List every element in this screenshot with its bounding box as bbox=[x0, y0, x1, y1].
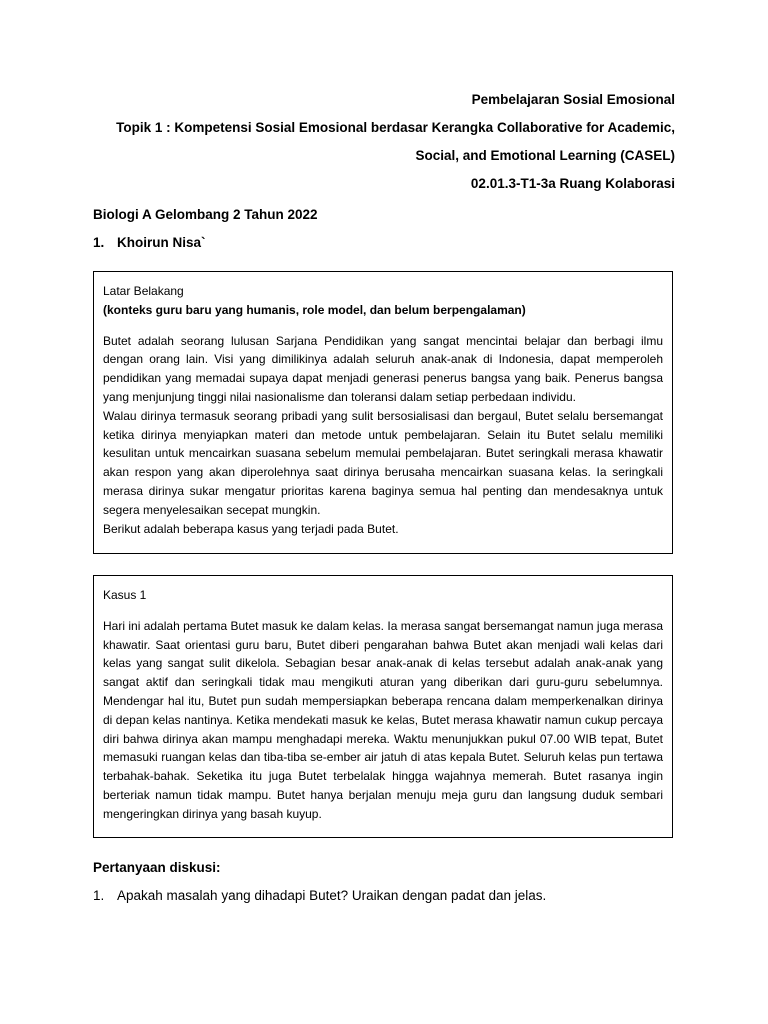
activity-code: 02.01.3-T1-3a Ruang Kolaborasi bbox=[470, 176, 675, 191]
discussion-question bbox=[93, 886, 546, 906]
document-header bbox=[75, 86, 675, 198]
background-paragraph-1: Butet adalah seorang lulusan Sarjana Pendidikan yang sangat mencintai belajar dan berbagi ilmu dengan orang lain. Visi yang dimilikinya adalah seluruh anak-anak di Indonesia, dapat memperoleh pendidikan yang memadai supaya dapat menjadi generasi penerus bangsa yang baik. Penerus bangsa yang menjunjung tinggi nilai nasionalisme dan toleransi dalam setiap perbedaan individu. bbox=[103, 333, 663, 404]
member-number: 1. bbox=[93, 235, 105, 250]
background-box bbox=[93, 271, 673, 554]
course-title: Pembelajaran Sosial Emosional bbox=[471, 92, 675, 107]
question-text: Apakah masalah yang dihadapi Butet? Uraikan dengan padat dan jelas. bbox=[117, 888, 547, 903]
discussion-title: Pertanyaan diskusi: bbox=[93, 860, 221, 875]
group-label: Biologi A Gelombang 2 Tahun 2022 bbox=[93, 207, 318, 222]
case-title: Kasus 1 bbox=[103, 588, 147, 602]
background-title: Latar Belakang bbox=[103, 284, 184, 298]
topic-title: Topik 1 : Kompetensi Sosial Emosional berdasar Kerangka Collaborative for Academic, bbox=[116, 120, 675, 135]
background-subtitle: (konteks guru baru yang humanis, role model, dan belum berpengalaman) bbox=[103, 302, 526, 317]
background-paragraph-3: Berikut adalah beberapa kasus yang terjadi pada Butet. bbox=[103, 521, 399, 536]
member-entry bbox=[93, 233, 206, 253]
topic-title-continued: Social, and Emotional Learning (CASEL) bbox=[415, 148, 675, 163]
background-paragraph-2: Walau dirinya termasuk seorang pribadi yang sulit bersosialisasi dan bergaul, Butet selalu bersemangat ketika dirinya menyiapkan materi dan metode untuk pembelajaran. Selain itu Butet selalu memiliki kesulitan untuk mencairkan suasana sebelum memulai pembelajaran. Butet seringkali merasa khawatir akan respon yang akan diperolehnya saat dirinya berusaha mencairkan suasana kelas. Ia seringkali merasa dirinya sukar mengatur prioritas karena baginya semua hal penting dan mendesaknya untuk segera menyelesaikan secepat mungkin. bbox=[103, 408, 663, 517]
case-box bbox=[93, 575, 673, 838]
member-name: Khoirun Nisa` bbox=[117, 235, 206, 250]
case-paragraph: Hari ini adalah pertama Butet masuk ke dalam kelas. Ia merasa sangat bersemangat namun juga merasa khawatir. Saat orientasi guru baru, Butet diberi pengarahan bahwa Butet akan menjadi wali kelas dari kelas yang sangat sulit dikelola. Sebagian besar anak-anak di kelas tersebut adalah anak-anak yang sangat aktif dan seringkali tidak mau mengikuti aturan yang diberikan dari guru-guru sebelumnya. Mendengar hal itu, Butet pun sudah mempersiapkan beberapa rencana dalam memperkenalkan dirinya di depan kelas nantinya. Ketika mendekati masuk ke kelas, Butet merasa khawatir namun cukup percaya diri bahwa dirinya akan mampu menghadapi mereka. Waktu menunjukkan pukul 07.00 WIB tepat, Butet memasuki ruangan kelas dan tiba-tiba se-ember air jatuh di atas kepala Butet. Seluruh kelas pun tertawa terbahak-bahak. Seketika itu juga Butet terbelalak hingga wajahnya memerah. Butet rasanya ingin berteriak namun tidak mampu. Butet hanya berjalan menuju meja guru dan langsung duduk sembari mengeringkan dirinya yang basah kuyup. bbox=[103, 618, 663, 821]
question-number: 1. bbox=[93, 888, 105, 903]
